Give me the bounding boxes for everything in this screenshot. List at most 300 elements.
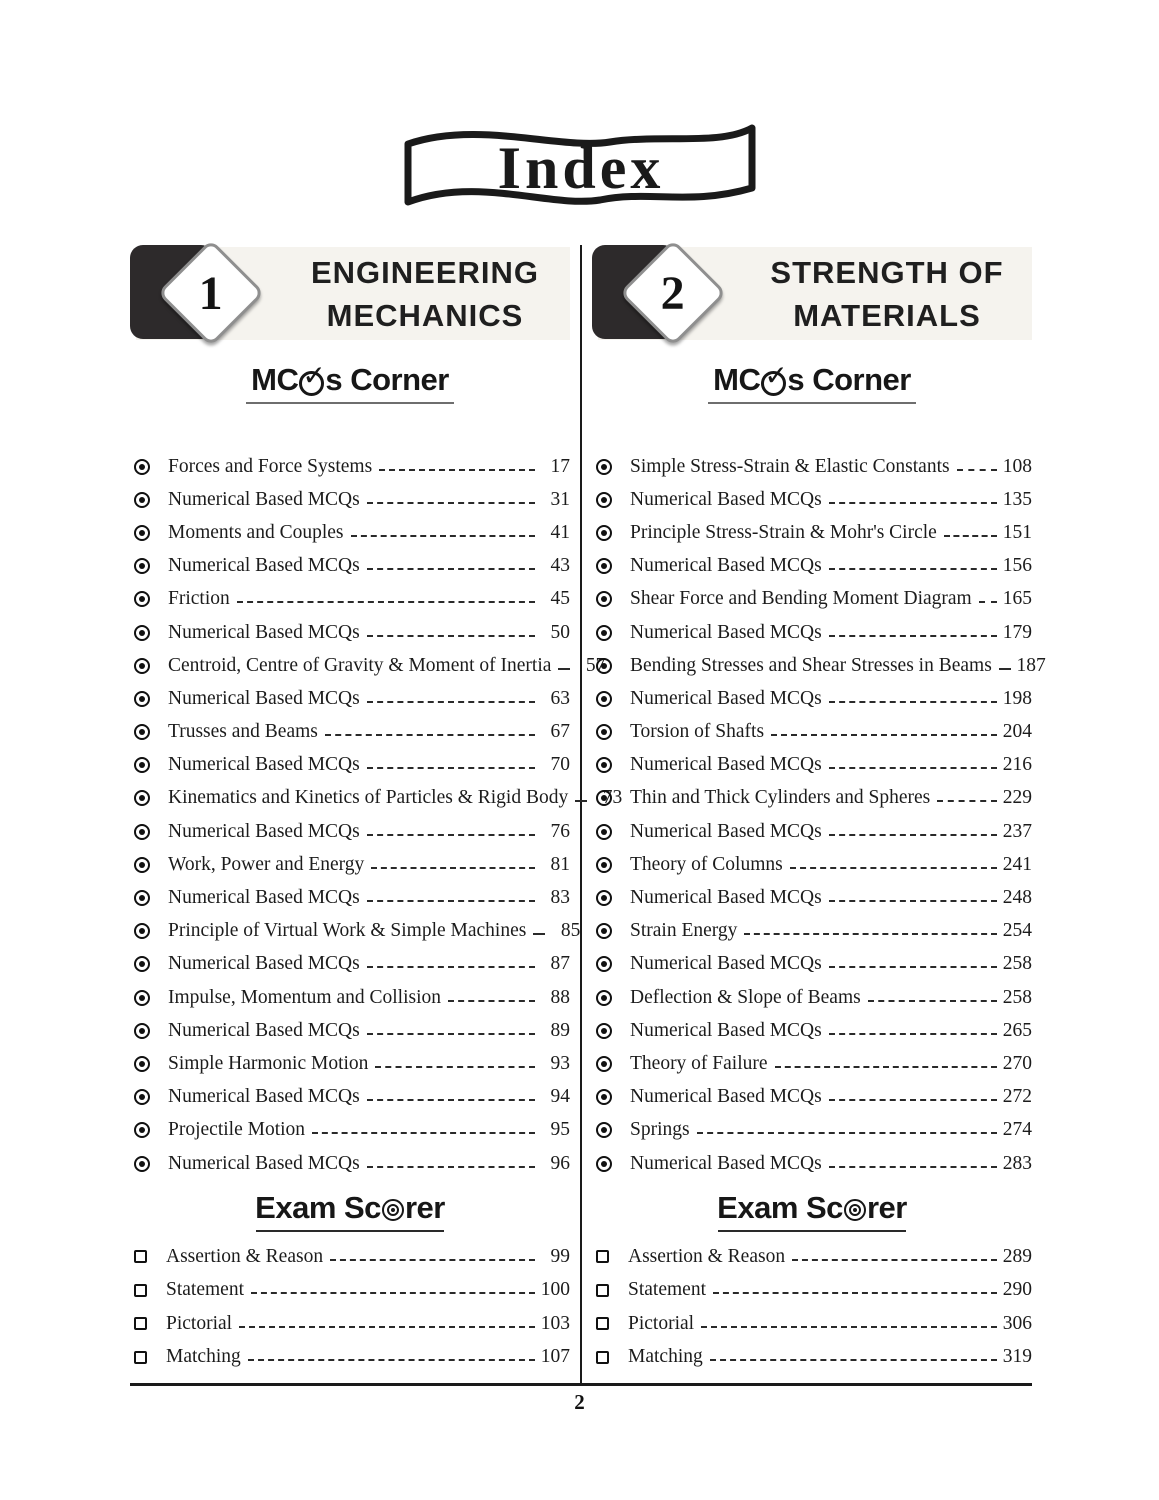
square-bullet-icon (596, 1284, 609, 1297)
fisheye-bullet-icon (134, 492, 150, 508)
toc-page-number: 50 (550, 621, 570, 643)
leader-line (713, 1292, 997, 1294)
leader-line (744, 933, 997, 935)
toc-row (130, 915, 581, 948)
toc-page-number: 93 (550, 1052, 570, 1074)
fisheye-bullet-icon (134, 890, 150, 906)
leader-line (367, 568, 535, 570)
toc-label: Theory of Columns (630, 853, 783, 875)
leader-line (829, 1033, 997, 1035)
toc-row (592, 1081, 1032, 1114)
toc-row (592, 716, 1032, 749)
toc-label: Numerical Based MCQs (630, 621, 822, 643)
toc-row (592, 1307, 1032, 1341)
toc-row (592, 1147, 1032, 1180)
toc-label: Thin and Thick Cylinders and Spheres (630, 787, 931, 809)
leader-line (367, 767, 535, 769)
fisheye-bullet-icon (134, 990, 150, 1006)
toc-row (592, 948, 1032, 981)
toc-page-number: 204 (1002, 721, 1032, 743)
toc-row (130, 616, 570, 649)
mcq-list (592, 404, 1046, 1180)
leader-line (351, 535, 536, 537)
toc-label: Numerical Based MCQs (168, 1086, 360, 1108)
leader-line (771, 734, 997, 736)
chapter-1-column (130, 245, 623, 1385)
toc-label: Numerical Based MCQs (630, 820, 822, 842)
toc-label: Numerical Based MCQs (630, 754, 822, 776)
fisheye-bullet-icon (596, 990, 612, 1006)
chapter-2-column (592, 245, 1046, 1385)
toc-page-number: 187 (1016, 654, 1046, 676)
leader-line (325, 734, 535, 736)
toc-row (130, 881, 570, 914)
leader-line (829, 767, 997, 769)
leader-line (944, 535, 997, 537)
toc-label: Numerical Based MCQs (168, 754, 360, 776)
page-title: Index (497, 135, 665, 201)
toc-row (130, 948, 570, 981)
toc-row (592, 649, 1046, 682)
fisheye-bullet-icon (596, 1023, 612, 1039)
footer-rule (130, 1383, 1032, 1386)
fisheye-bullet-icon (596, 558, 612, 574)
toc-page-number: 179 (1002, 621, 1032, 643)
leader-line (367, 834, 535, 836)
checkmark-circle-icon: ✓ (299, 371, 324, 396)
leader-line (237, 601, 535, 603)
leader-line (829, 701, 997, 703)
toc-page-number: 31 (550, 488, 570, 510)
toc-row (592, 450, 1032, 483)
leader-line (937, 800, 997, 802)
leader-line (367, 1166, 535, 1168)
toc-label: Statement (166, 1279, 244, 1301)
chapter-number-badge (592, 245, 752, 342)
toc-row (130, 1341, 570, 1375)
toc-row (130, 848, 570, 881)
index-banner (398, 112, 764, 222)
leader-line (248, 1359, 535, 1361)
toc-page-number: 258 (1002, 986, 1032, 1008)
fisheye-bullet-icon (134, 1056, 150, 1072)
fisheye-bullet-icon (134, 1023, 150, 1039)
toc-page-number: 272 (1002, 1086, 1032, 1108)
checkmark-circle-icon: ✓ (761, 371, 786, 396)
fisheye-bullet-icon (134, 757, 150, 773)
exam-scorer-heading (592, 1190, 1032, 1226)
toc-page-number: 237 (1002, 820, 1032, 842)
toc-row (130, 483, 570, 516)
toc-label: Numerical Based MCQs (168, 820, 360, 842)
leader-line (790, 867, 997, 869)
toc-row (130, 1081, 570, 1114)
toc-label: Impulse, Momentum and Collision (168, 986, 441, 1008)
toc-label: Deflection & Slope of Beams (630, 986, 861, 1008)
fisheye-bullet-icon (596, 591, 612, 607)
toc-label: Simple Harmonic Motion (168, 1052, 369, 1074)
toc-page-number: 17 (550, 455, 570, 477)
toc-row (592, 749, 1032, 782)
toc-page-number: 289 (1002, 1245, 1032, 1267)
toc-label: Bending Stresses and Shear Stresses in Beams (630, 654, 992, 676)
chapter-title-line-1: STRENGTH OF (770, 254, 1004, 290)
toc-row (130, 1147, 570, 1180)
leader-line (367, 1033, 535, 1035)
toc-row (592, 1341, 1032, 1375)
column-divider (580, 245, 582, 1385)
leader-line (999, 668, 1011, 670)
fisheye-bullet-icon (134, 790, 150, 806)
toc-row (592, 915, 1032, 948)
toc-label: Work, Power and Energy (168, 853, 365, 875)
leader-line (367, 635, 535, 637)
toc-page-number: 254 (1002, 920, 1032, 942)
heading-text: MC (713, 362, 761, 397)
heading-text: Exam Sc (255, 1190, 381, 1226)
fisheye-bullet-icon (596, 757, 612, 773)
leader-line (697, 1132, 997, 1134)
chapter-title-line-2: MECHANICS (326, 297, 524, 333)
toc-row (130, 649, 606, 682)
fisheye-bullet-icon (134, 724, 150, 740)
fisheye-bullet-icon (134, 956, 150, 972)
toc-page-number: 70 (550, 754, 570, 776)
toc-label: Numerical Based MCQs (168, 488, 360, 510)
toc-label: Numerical Based MCQs (168, 1019, 360, 1041)
toc-label: Numerical Based MCQs (630, 887, 822, 909)
square-bullet-icon (134, 1351, 147, 1364)
toc-row (130, 782, 623, 815)
leader-line (533, 933, 545, 935)
fisheye-bullet-icon (596, 956, 612, 972)
toc-row (592, 616, 1032, 649)
exam-scorer-section (130, 1180, 570, 1374)
toc-page-number: 103 (540, 1312, 570, 1334)
mcq-list (130, 404, 623, 1180)
fisheye-bullet-icon (596, 724, 612, 740)
toc-row (592, 682, 1032, 715)
toc-page-number: 63 (550, 687, 570, 709)
fisheye-bullet-icon (596, 923, 612, 939)
fisheye-bullet-icon (134, 824, 150, 840)
toc-row (592, 1014, 1032, 1047)
toc-page-number: 156 (1002, 555, 1032, 577)
fisheye-bullet-icon (596, 525, 612, 541)
toc-row (592, 1274, 1032, 1308)
toc-label: Simple Stress-Strain & Elastic Constants (630, 455, 950, 477)
toc-label: Projectile Motion (168, 1119, 306, 1141)
toc-page-number: 96 (550, 1152, 570, 1174)
toc-page-number: 76 (550, 820, 570, 842)
leader-line (312, 1132, 535, 1134)
square-bullet-icon (134, 1250, 147, 1263)
leader-line (829, 966, 997, 968)
leader-line (558, 668, 570, 670)
toc-label: Strain Energy (630, 920, 738, 942)
fisheye-bullet-icon (596, 890, 612, 906)
leader-line (710, 1359, 997, 1361)
leader-line (575, 800, 587, 802)
fisheye-bullet-icon (134, 591, 150, 607)
fisheye-bullet-icon (134, 658, 150, 674)
square-bullet-icon (596, 1351, 609, 1364)
toc-label: Matching (166, 1346, 241, 1368)
toc-page-number: 88 (550, 986, 570, 1008)
leader-line (829, 834, 997, 836)
toc-label: Numerical Based MCQs (630, 555, 822, 577)
heading-text: rer (404, 1190, 445, 1226)
toc-label: Shear Force and Bending Moment Diagram (630, 588, 972, 610)
chapter-1-header (130, 245, 570, 342)
chapter-number: 2 (661, 266, 685, 320)
toc-page-number: 216 (1002, 754, 1032, 776)
fisheye-bullet-icon (596, 492, 612, 508)
toc-page-number: 41 (550, 521, 570, 543)
chapter-title-line-2: MATERIALS (793, 297, 981, 333)
toc-row (130, 749, 570, 782)
toc-page-number: 108 (1002, 455, 1032, 477)
toc-page-number: 265 (1002, 1019, 1032, 1041)
toc-page-number: 274 (1002, 1119, 1032, 1141)
column-divider-area (570, 245, 592, 1385)
toc-page-number: 73 (602, 787, 623, 809)
toc-page-number: 45 (550, 588, 570, 610)
toc-page-number: 229 (1002, 787, 1032, 809)
square-bullet-icon (596, 1250, 609, 1263)
chapter-title (280, 249, 570, 338)
target-icon (382, 1199, 404, 1221)
toc-row (592, 483, 1032, 516)
leader-line (367, 966, 535, 968)
toc-row (592, 981, 1032, 1014)
toc-page-number: 283 (1002, 1152, 1032, 1174)
mcqs-corner-heading (592, 358, 1032, 398)
toc-label: Numerical Based MCQs (630, 953, 822, 975)
heading-text: rer (866, 1190, 907, 1226)
toc-row (130, 1274, 570, 1308)
toc-row (130, 1047, 570, 1080)
toc-label: Principle of Virtual Work & Simple Machines (168, 920, 527, 942)
toc-label: Theory of Failure (630, 1052, 768, 1074)
leader-line (829, 1166, 997, 1168)
toc-label: Numerical Based MCQs (168, 555, 360, 577)
fisheye-bullet-icon (596, 459, 612, 475)
fisheye-bullet-icon (596, 1089, 612, 1105)
toc-label: Numerical Based MCQs (168, 621, 360, 643)
leader-line (367, 701, 535, 703)
exam-list (592, 1232, 1032, 1374)
toc-row (130, 682, 570, 715)
toc-page-number: 94 (550, 1086, 570, 1108)
toc-label: Kinematics and Kinetics of Particles & Rigid Body (168, 787, 569, 809)
fisheye-bullet-icon (596, 824, 612, 840)
toc-row (130, 1240, 570, 1274)
leader-line (829, 635, 997, 637)
leader-line (251, 1292, 535, 1294)
toc-row (130, 550, 570, 583)
fisheye-bullet-icon (596, 625, 612, 641)
leader-line (448, 1000, 535, 1002)
toc-row (130, 716, 570, 749)
toc-row (592, 881, 1032, 914)
exam-scorer-heading (130, 1190, 570, 1226)
toc-page-number: 85 (560, 920, 581, 942)
leader-line (829, 900, 997, 902)
toc-page-number: 319 (1002, 1346, 1032, 1368)
leader-line (367, 1099, 535, 1101)
leader-line (792, 1259, 997, 1261)
toc-page-number: 89 (550, 1019, 570, 1041)
toc-row (130, 981, 570, 1014)
toc-label: Assertion & Reason (166, 1245, 324, 1267)
toc-row (592, 1240, 1032, 1274)
heading-text: s Corner (787, 362, 911, 397)
toc-row (592, 815, 1032, 848)
toc-label: Friction (168, 588, 230, 610)
toc-page-number: 100 (540, 1279, 570, 1301)
toc-row (130, 1114, 570, 1147)
fisheye-bullet-icon (134, 1156, 150, 1172)
leader-line (367, 900, 535, 902)
leader-line (367, 502, 535, 504)
toc-label: Numerical Based MCQs (630, 488, 822, 510)
leader-line (979, 601, 997, 603)
toc-label: Numerical Based MCQs (168, 953, 360, 975)
toc-page-number: 43 (550, 555, 570, 577)
fisheye-bullet-icon (134, 625, 150, 641)
chapter-number: 1 (199, 266, 223, 320)
toc-label: Statement (628, 1279, 706, 1301)
fisheye-bullet-icon (134, 1122, 150, 1138)
chapter-title-line-1: ENGINEERING (310, 254, 540, 290)
toc-page-number: 57 (585, 654, 606, 676)
toc-row (592, 848, 1032, 881)
toc-page-number: 107 (540, 1346, 570, 1368)
toc-row (130, 516, 570, 549)
fisheye-bullet-icon (596, 1156, 612, 1172)
toc-page-number: 270 (1002, 1052, 1032, 1074)
leader-line (379, 469, 535, 471)
toc-page-number: 306 (1002, 1312, 1032, 1334)
leader-line (957, 469, 997, 471)
toc-page-number: 258 (1002, 953, 1032, 975)
fisheye-bullet-icon (134, 691, 150, 707)
fisheye-bullet-icon (596, 1122, 612, 1138)
toc-label: Numerical Based MCQs (168, 687, 360, 709)
toc-label: Pictorial (166, 1312, 233, 1334)
chapter-title (742, 249, 1032, 338)
fisheye-bullet-icon (134, 1089, 150, 1105)
square-bullet-icon (596, 1317, 609, 1330)
mcqs-corner-heading (130, 358, 570, 398)
toc-row (592, 1047, 1032, 1080)
toc-label: Pictorial (628, 1312, 695, 1334)
toc-page-number: 95 (550, 1119, 570, 1141)
toc-label: Numerical Based MCQs (630, 1019, 822, 1041)
toc-page-number: 248 (1002, 887, 1032, 909)
toc-label: Moments and Couples (168, 521, 344, 543)
toc-label: Springs (630, 1119, 690, 1141)
toc-page-number: 67 (550, 721, 570, 743)
leader-line (829, 1099, 997, 1101)
toc-label: Assertion & Reason (628, 1245, 786, 1267)
toc-label: Trusses and Beams (168, 721, 318, 743)
toc-row (130, 583, 570, 616)
square-bullet-icon (134, 1317, 147, 1330)
chapter-2-header (592, 245, 1032, 342)
fisheye-bullet-icon (134, 558, 150, 574)
toc-label: Matching (628, 1346, 703, 1368)
fisheye-bullet-icon (134, 923, 150, 939)
toc-page-number: 135 (1002, 488, 1032, 510)
fisheye-bullet-icon (596, 790, 612, 806)
fisheye-bullet-icon (134, 525, 150, 541)
toc-row (592, 550, 1032, 583)
toc-label: Principle Stress-Strain & Mohr's Circle (630, 521, 937, 543)
toc-page-number: 290 (1002, 1279, 1032, 1301)
exam-scorer-section (592, 1180, 1032, 1374)
toc-page-number: 81 (550, 853, 570, 875)
toc-label: Torsion of Shafts (630, 721, 765, 743)
fisheye-bullet-icon (596, 857, 612, 873)
fisheye-bullet-icon (596, 658, 612, 674)
toc-page-number: 83 (550, 887, 570, 909)
leader-line (371, 867, 535, 869)
heading-text: s Corner (325, 362, 449, 397)
leader-line (701, 1326, 997, 1328)
exam-list (130, 1232, 570, 1374)
toc-label: Numerical Based MCQs (630, 1152, 822, 1174)
fisheye-bullet-icon (596, 691, 612, 707)
leader-line (829, 568, 997, 570)
toc-page-number: 151 (1002, 521, 1032, 543)
toc-label: Numerical Based MCQs (168, 1152, 360, 1174)
toc-page-number: 165 (1002, 588, 1032, 610)
toc-page-number: 241 (1002, 853, 1032, 875)
fisheye-bullet-icon (596, 1056, 612, 1072)
toc-row (592, 1114, 1032, 1147)
toc-label: Forces and Force Systems (168, 455, 373, 477)
toc-row (130, 1307, 570, 1341)
toc-row (592, 583, 1032, 616)
toc-page-number: 87 (550, 953, 570, 975)
toc-page-number: 198 (1002, 687, 1032, 709)
toc-label: Numerical Based MCQs (630, 1086, 822, 1108)
leader-line (239, 1326, 535, 1328)
index-content (130, 245, 1046, 1385)
fisheye-bullet-icon (134, 459, 150, 475)
leader-line (330, 1259, 535, 1261)
heading-text: MC (251, 362, 299, 397)
chapter-number-badge (130, 245, 290, 342)
leader-line (868, 1000, 997, 1002)
toc-row (130, 815, 570, 848)
toc-page-number: 99 (550, 1245, 570, 1267)
heading-text: Exam Sc (717, 1190, 843, 1226)
leader-line (375, 1066, 535, 1068)
page-number-footer: 2 (574, 1390, 585, 1414)
leader-line (829, 502, 997, 504)
toc-row (592, 516, 1032, 549)
toc-label: Numerical Based MCQs (168, 887, 360, 909)
target-icon (844, 1199, 866, 1221)
toc-row (592, 782, 1032, 815)
leader-line (775, 1066, 997, 1068)
fisheye-bullet-icon (134, 857, 150, 873)
toc-row (130, 450, 570, 483)
toc-row (130, 1014, 570, 1047)
